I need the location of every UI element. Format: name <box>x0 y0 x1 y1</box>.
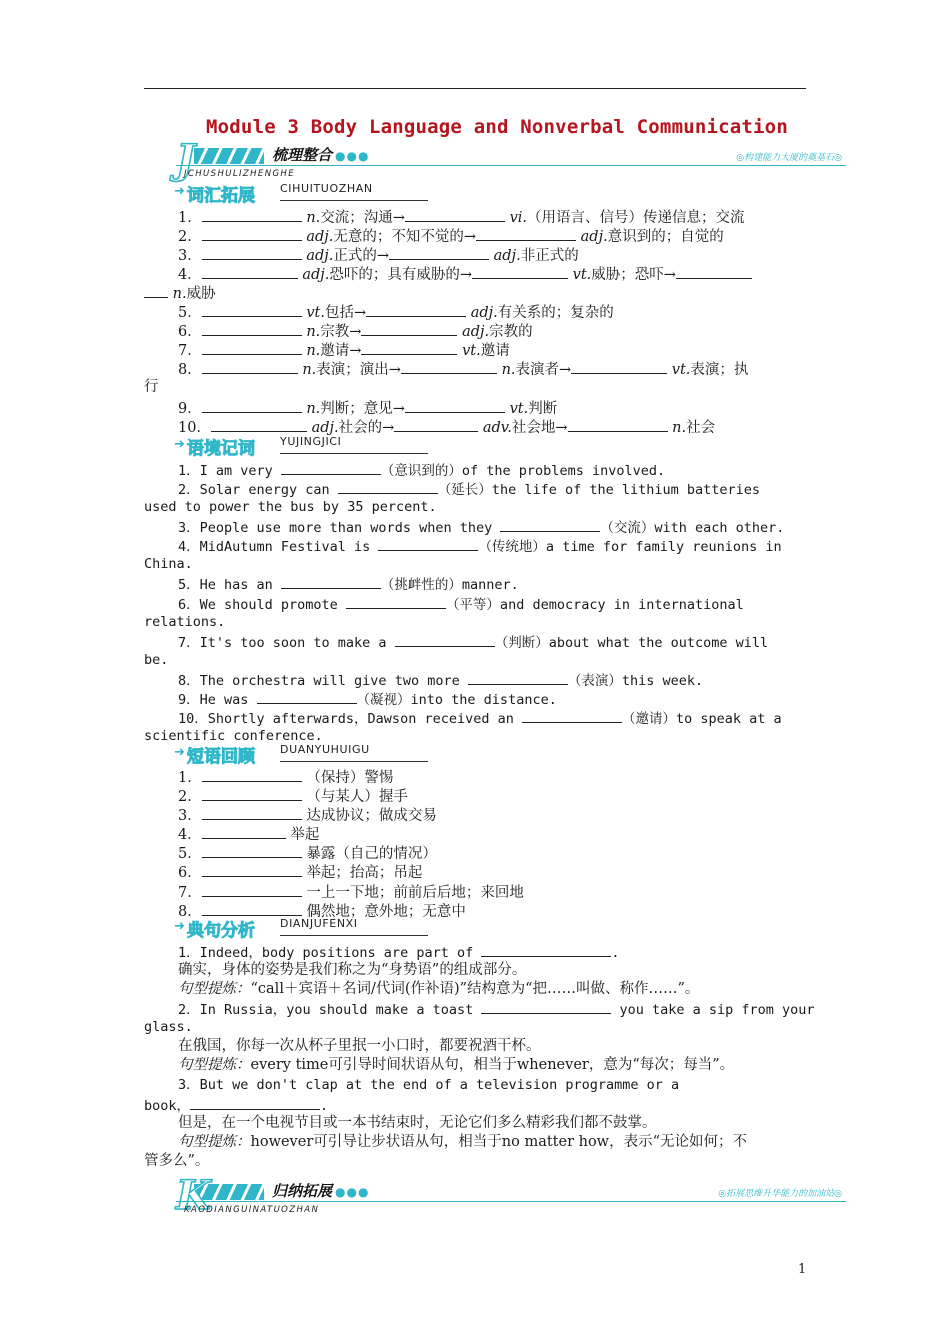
answer-blank[interactable] <box>389 245 489 260</box>
banner-line <box>176 1201 846 1202</box>
answer-blank[interactable] <box>281 460 381 475</box>
answer-blank[interactable] <box>676 264 752 279</box>
context-item: 6．We should promote （平等）and democracy in international <box>178 594 806 615</box>
vocab-item: 7． n.邀请→ vt.邀请 <box>178 340 806 361</box>
banner-tagline: ◎构建能力大厦的奠基石◎ <box>736 153 842 163</box>
context-item: 7．It's too soon to make a （判断）about what the outcome will <box>178 632 806 653</box>
answer-blank[interactable] <box>405 207 505 222</box>
section-banner-extension <box>176 1172 846 1219</box>
context-item: 1．I am very （意识到的）of the problems involved. <box>178 460 806 481</box>
section-banner-review <box>176 136 846 183</box>
answer-blank[interactable] <box>405 398 505 413</box>
section-pinyin: YUJINGJICI <box>280 435 342 448</box>
sentence-tip: 句型提炼：every time可引导时间状语从句，相当于whenever，意为“每次；每当”。 <box>178 1057 735 1073</box>
answer-blank[interactable] <box>202 245 302 260</box>
context-item: 4．MidAutumn Festival is （传统地）a time for family reunions in <box>178 536 806 557</box>
arrow-icon: ➜ <box>174 184 185 199</box>
phrase-item: 1． （保持）警惕 <box>178 767 806 788</box>
section-header-phrases <box>174 743 434 765</box>
context-item-cont: used to power the bus by 35 percent. <box>144 499 437 515</box>
context-item-cont: be. <box>144 652 169 668</box>
header-rule <box>144 88 806 89</box>
vocab-item: 10． adj.社会的→ adv.社会地→ n.社会 <box>178 417 806 438</box>
context-item-cont: China. <box>144 556 193 572</box>
answer-blank[interactable] <box>401 359 497 374</box>
answer-blank[interactable] <box>468 670 568 685</box>
context-item: 8．The orchestra will give two more （表演）this week. <box>178 670 806 691</box>
answer-blank[interactable] <box>257 689 357 704</box>
answer-blank[interactable] <box>202 767 302 782</box>
sentence-tip: 句型提炼：“call＋宾语＋名词/代词(作补语)”结构意为“把……叫做、称作……”。 <box>178 981 700 997</box>
vocab-item: 3． adj.正式的→ adj.非正式的 <box>178 245 806 266</box>
banner-tagline: ◎拓展思维升华能力的加油站◎ <box>718 1189 842 1199</box>
answer-blank[interactable] <box>571 359 667 374</box>
phrase-item: 5． 暴露（自己的情况） <box>178 843 806 864</box>
answer-blank[interactable] <box>202 398 302 413</box>
answer-blank[interactable] <box>202 226 302 241</box>
answer-blank[interactable] <box>202 805 302 820</box>
banner-stripes <box>194 148 264 164</box>
answer-blank[interactable] <box>281 574 381 589</box>
answer-blank[interactable] <box>202 786 302 801</box>
answer-blank[interactable] <box>472 264 568 279</box>
sentence-translation: 确实，身体的姿势是我们称之为“身势语”的组成部分。 <box>178 962 527 978</box>
answer-blank[interactable] <box>202 862 302 877</box>
context-item-cont: relations. <box>144 614 226 630</box>
answer-blank[interactable] <box>202 340 302 355</box>
sentence-item: 2．In Russia，you should make a toast you take a sip from your <box>178 999 806 1020</box>
answer-blank[interactable] <box>346 594 446 609</box>
answer-blank[interactable] <box>202 843 302 858</box>
vocab-item: 6． n.宗教→ adj.宗教的 <box>178 321 806 342</box>
vocab-item: 1． n.交流；沟通→ vi.（用语言、信号）传递信息；交流 <box>178 207 806 228</box>
sentence-translation: 但是，在一个电视节目或一本书结束时，无论它们多么精彩我们都不鼓掌。 <box>178 1115 657 1131</box>
answer-blank[interactable] <box>211 417 307 432</box>
section-header-context <box>174 435 434 457</box>
answer-blank[interactable] <box>522 708 622 723</box>
section-title: 短语回顾 <box>187 747 255 767</box>
section-header-sentences <box>174 917 434 939</box>
context-item: 3．People use more than words when they （交流）with each other. <box>178 517 806 538</box>
banner-heading: 梳理整合 <box>272 146 333 164</box>
answer-blank[interactable] <box>366 302 466 317</box>
context-item-cont: scientific conference. <box>144 728 323 744</box>
banner-letter: K <box>176 1172 211 1219</box>
answer-blank[interactable] <box>568 417 668 432</box>
answer-blank[interactable] <box>202 359 298 374</box>
sentence-item: 3．But we don't clap at the end of a television programme or a <box>178 1077 680 1093</box>
sentence-tip-cont: 管多么”。 <box>144 1153 210 1169</box>
section-pinyin: CIHUITUOZHAN <box>280 182 373 195</box>
answer-blank[interactable] <box>394 417 478 432</box>
section-title: 词汇拓展 <box>187 186 255 206</box>
section-pinyin: DUANYUHUIGU <box>280 743 370 756</box>
vocab-item-cont: 行 <box>144 379 159 395</box>
arrow-icon: ➜ <box>174 919 185 934</box>
banner-letter: J <box>176 136 195 183</box>
vocab-item: 9． n.判断；意见→ vt.判断 <box>178 398 806 419</box>
answer-blank[interactable] <box>202 264 298 279</box>
page-title: Module 3 Body Language and Nonverbal Communication <box>206 116 788 138</box>
sentence-item-cont: book， . <box>144 1095 806 1116</box>
context-item: 10．Shortly afterwards，Dawson received an （邀请）to speak at a <box>178 708 806 729</box>
banner-pinyin: KAODIANGUINATUOZHAN <box>184 1205 320 1215</box>
section-title: 典句分析 <box>187 921 255 941</box>
dots-icon: ●●● <box>335 149 370 163</box>
answer-blank[interactable] <box>338 479 438 494</box>
banner-pinyin: JCHUSHULIZHENGHE <box>184 169 295 179</box>
answer-blank[interactable] <box>202 901 302 916</box>
section-header-vocab <box>174 182 434 204</box>
context-item: 2．Solar energy can （延长）the life of the lithium batteries <box>178 479 806 500</box>
answer-blank[interactable] <box>361 340 457 355</box>
answer-blank[interactable] <box>481 942 611 957</box>
sentence-tip: 句型提炼：however可引导让步状语从句，相当于no matter how，表示“无论如何；不 <box>178 1134 748 1150</box>
answer-blank[interactable] <box>476 226 576 241</box>
answer-blank[interactable] <box>378 536 478 551</box>
banner-heading: 归纳拓展 <box>272 1182 333 1200</box>
phrase-item: 8． 偶然地；意外地；无意中 <box>178 901 806 922</box>
arrow-icon: ➜ <box>174 745 185 760</box>
dots-icon: ●●● <box>335 1185 370 1199</box>
vocab-item-cont: n.威胁 <box>144 283 806 304</box>
arrow-icon: ➜ <box>174 437 185 452</box>
section-pinyin: DIANJUFENXI <box>280 917 358 930</box>
context-item: 9．He was （凝视）into the distance. <box>178 689 806 710</box>
answer-blank[interactable] <box>144 283 168 298</box>
answer-blank[interactable] <box>202 882 302 897</box>
page-number: 1 <box>798 1262 807 1277</box>
answer-blank[interactable] <box>202 207 302 222</box>
answer-blank[interactable] <box>202 321 302 336</box>
sentence-translation: 在俄国，你每一次从杯子里抿一小口时，都要祝酒干杯。 <box>178 1038 541 1054</box>
banner-line <box>176 165 846 166</box>
answer-blank[interactable] <box>361 321 457 336</box>
vocab-item: 8． n.表演；演出→ n.表演者→ vt.表演；执 <box>178 359 806 380</box>
phrase-item: 7． 一上一下地；前前后后地；来回地 <box>178 882 806 903</box>
vocab-item: 5． vt.包括→ adj.有关系的；复杂的 <box>178 302 806 323</box>
answer-blank[interactable] <box>500 517 600 532</box>
phrase-item: 4． 举起 <box>178 824 806 845</box>
answer-blank[interactable] <box>190 1095 320 1110</box>
answer-blank[interactable] <box>202 302 302 317</box>
sentence-item: 1．Indeed，body positions are part of . <box>178 942 806 963</box>
section-title: 语境记词 <box>187 439 255 459</box>
context-item: 5．He has an （挑衅性的）manner. <box>178 574 806 595</box>
answer-blank[interactable] <box>481 999 611 1014</box>
vocab-item: 4． adj.恐吓的；具有威胁的→ vt.威胁；恐吓→ <box>178 264 806 285</box>
phrase-item: 6． 举起；抬高；吊起 <box>178 862 806 883</box>
answer-blank[interactable] <box>202 824 286 839</box>
vocab-item: 2． adj.无意的；不知不觉的→ adj.意识到的；自觉的 <box>178 226 806 247</box>
phrase-item: 3． 达成协议；做成交易 <box>178 805 806 826</box>
sentence-item-cont: glass. <box>144 1019 193 1035</box>
answer-blank[interactable] <box>395 632 495 647</box>
phrase-item: 2． （与某人）握手 <box>178 786 806 807</box>
